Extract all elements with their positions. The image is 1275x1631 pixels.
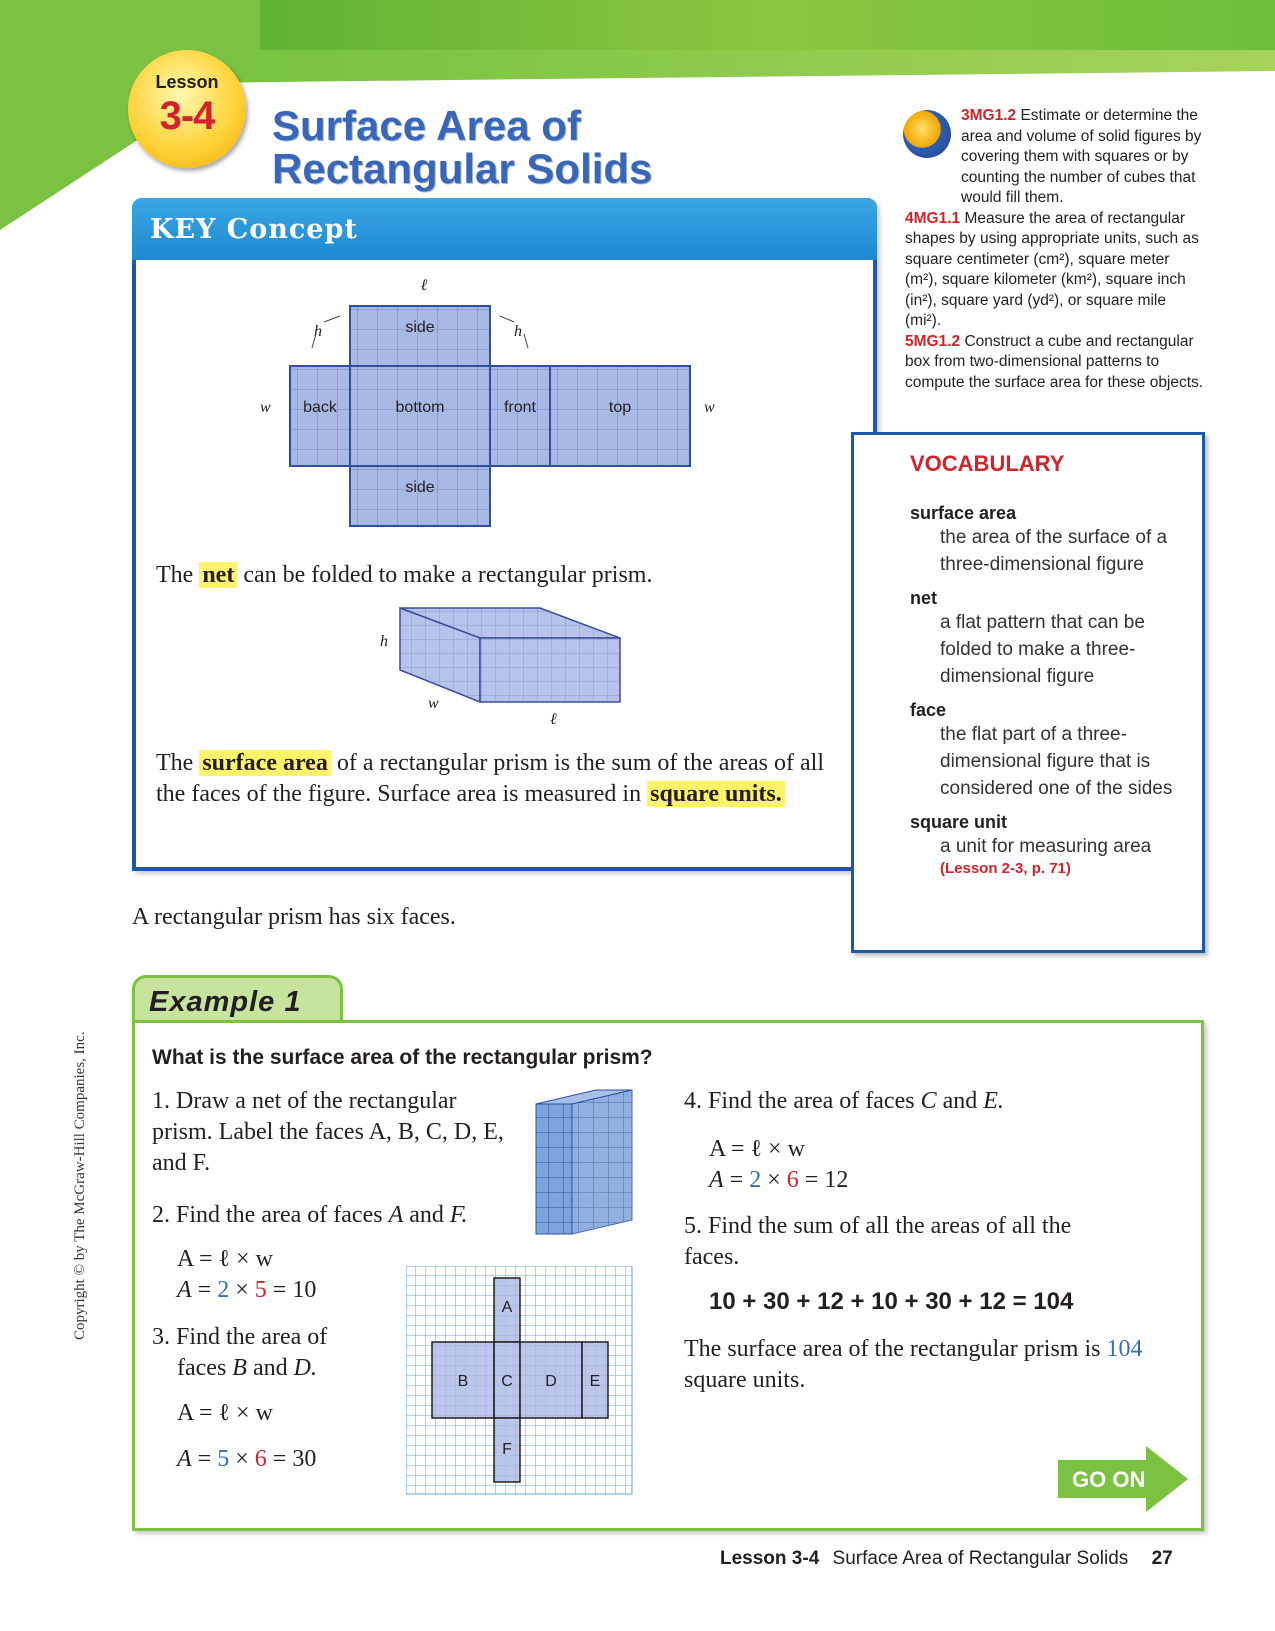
conclusion-pre: The surface area of the rectangular prism is [684,1336,1101,1362]
vocab-def: the area of the surface of a three-dimensional figure [940,527,1168,575]
vocabulary-title: VOCABULARY [910,451,1065,476]
vocab-def: the flat part of a three-dimensional figure that is considered one of the sides [940,724,1173,799]
step-2-and: and [409,1202,444,1228]
standard-item [905,209,1205,332]
net-face-bottom [350,366,490,466]
surface-area-paragraph [156,748,836,810]
vocab-term: face [910,700,947,720]
lesson-badge [128,50,246,168]
prism-label-l: ℓ [550,711,557,728]
step-2 [152,1200,467,1231]
step-4-pre: 4. Find the area of faces [684,1088,915,1114]
net-label-back: back [303,399,337,416]
vocab-term: net [910,588,937,608]
calc-a: 2 [217,1277,230,1303]
vocab-ref-link[interactable]: (Lesson 2-3, p. 71) [940,860,1071,877]
term-square-units: square units. [647,781,785,807]
net-label-w-left: w [260,399,271,416]
copyright: Copyright © by The McGraw-Hill Companies, Inc. [72,1031,88,1340]
net-label-bottom: bottom [395,399,445,416]
conclusion [684,1334,1154,1396]
step-4-face-e: E. [983,1088,1004,1114]
sa-pre: The [156,750,194,776]
go-on-label: GO ON [1072,1467,1146,1492]
example-question: What is the surface area of the rectangular prism? [152,1046,653,1069]
step-1: 1. Draw a net of the rectangular prism. Label the faces A, B, C, D, E, and F. [152,1088,504,1176]
prism-diagram [370,598,640,728]
step-4-calc: A = 2 × 6 = 12 [709,1167,849,1193]
step-3-calc: A = 5 × 6 = 30 [177,1446,317,1472]
step-3-line-2 [152,1353,327,1384]
ex-prism-front [536,1104,572,1234]
key-concept-header [132,198,877,260]
calc-result: 10 [292,1277,317,1303]
sa-mid: of a rectangular prism is the sum of the areas of all the faces of the figure. Surface area is measured in [156,750,824,807]
sum-equation: 10 + 30 + 12 + 10 + 30 + 12 = 104 [709,1288,1074,1315]
step-2-face-a: A [388,1202,404,1228]
example-prism-diagram [534,1088,634,1238]
vocab-term: square unit [910,812,1008,832]
conclusion-post: square units. [684,1367,806,1393]
calc-b: 6 [254,1446,267,1472]
net-label-h-right: h [514,323,522,340]
step-2-pre: 2. Find the area of faces [152,1202,383,1228]
term-surface-area: surface area [199,750,331,776]
step-4-and: and [942,1088,978,1114]
net-sentence-pre: The [156,562,194,588]
net-label-d: D [545,1373,557,1390]
step-3-face-b: B [232,1355,247,1381]
step-5: 5. Find the sum of all the areas of all the faces. [684,1213,1072,1270]
prism-label-w: w [428,695,439,712]
calc-a: 2 [749,1167,762,1193]
step-3-face-d: D. [293,1355,317,1381]
step-3-formula: A = ℓ × w [177,1400,273,1426]
net-label-e: E [589,1373,601,1390]
standard-text: Estimate or determine the area and volume of solid figures by covering them with squares or by counting the number of cubes that would fill them. [961,107,1202,206]
calc-result: 30 [292,1446,317,1472]
standard-text: Construct a cube and rectangular box from two-dimensional patterns to compute the surface area for these objects. [905,332,1204,391]
standard-item [905,106,1205,209]
prism-front-face [480,638,620,702]
calc-b: 5 [254,1277,267,1303]
net-label-a: A [501,1299,513,1316]
net-face-top [550,366,690,466]
go-on-button[interactable] [1058,1446,1188,1512]
vocab-def: a unit for measuring area [940,836,1152,857]
net-face-side-bottom [350,466,490,526]
step-4 [684,1086,1004,1117]
standard-code: 3MG1.2 [961,107,1017,124]
calc-b: 6 [786,1167,799,1193]
step-4-formula: A = ℓ × w [709,1136,805,1162]
prism-label-h: h [380,633,388,650]
example-title: Example 1 [149,986,302,1018]
standard-code: 4MG1.1 [905,209,961,227]
lesson-number: 3-4 [159,94,215,138]
standard-text: Measure the area of rectangular shapes by using appropriate units, such as square centimeter (cm²), square meter (m²), square kilometer (km²), square inch (in²), square yard (yd²), or square mile (mi²). [905,209,1199,329]
net-diagram [258,270,738,540]
step-2-calc: A = 2 × 5 = 10 [177,1277,317,1303]
net-label-side-top: side [405,319,435,336]
title-line-2: Rectangular Solids [272,145,653,192]
net-sentence [156,560,652,591]
step-3-faces: faces [177,1355,227,1381]
title-line-1: Surface Area of [272,102,581,149]
step-2-formula: A = ℓ × w [177,1246,273,1272]
step-3 [152,1322,327,1384]
step-4-face-c: C [920,1088,937,1114]
net-label-c: C [501,1373,513,1390]
term-net: net [199,562,237,588]
net-label-top: top [608,399,632,416]
step-3-line-1: 3. Find the area of [152,1324,328,1350]
footer-title: Surface Area of Rectangular Solids [832,1548,1129,1569]
standard-code: 5MG1.2 [905,332,961,350]
calc-result: 12 [824,1167,849,1193]
net-face-side-top [350,306,490,366]
net-label-b: B [457,1373,469,1390]
example-net-grid [406,1266,634,1496]
net-face-back [290,366,350,466]
vocab-def: a flat pattern that can be folded to make a three-dimensional figure [940,612,1145,687]
vocabulary-box [851,432,1205,953]
net-label-side-bottom: side [405,479,435,496]
step-2-face-f: F. [449,1202,468,1228]
page-footer [720,1548,1173,1570]
page-title [272,104,652,190]
key-concept-title: KEY Concept [150,214,358,245]
vocabulary-list [910,503,1200,877]
net-label-f: F [502,1441,512,1458]
vocab-term: surface area [910,503,1017,523]
ex-prism-side [572,1090,632,1234]
net-label-front: front [503,399,537,416]
step-3-and: and [252,1355,288,1381]
lesson-label: Lesson [155,72,219,92]
net-label-h-left: h [314,323,322,340]
standards-list [905,106,1205,393]
conclusion-value: 104 [1106,1336,1143,1362]
net-face-front [490,366,550,466]
standard-item [905,332,1205,394]
net-sentence-post: can be folded to make a rectangular prism. [243,562,653,588]
page-number: 27 [1151,1548,1173,1569]
calc-a: 5 [217,1446,230,1472]
net-label-w-right: w [704,399,715,416]
footer-lesson: Lesson 3-4 [720,1548,820,1569]
six-faces-text: A rectangular prism has six faces. [132,904,456,930]
net-label-l: ℓ [420,277,428,294]
